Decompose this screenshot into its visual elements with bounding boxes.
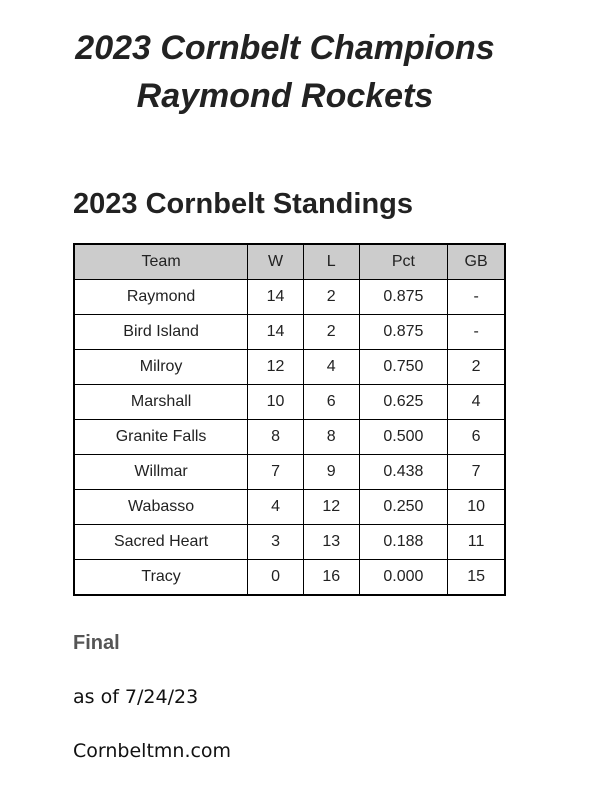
pct-cell: 0.875: [359, 280, 448, 315]
column-header-gb: GB: [448, 244, 505, 280]
losses-cell: 9: [303, 455, 359, 490]
losses-cell: 13: [303, 525, 359, 560]
gb-cell: 2: [448, 350, 505, 385]
gb-cell: 7: [448, 455, 505, 490]
column-header-team: Team: [74, 244, 248, 280]
team-cell: Sacred Heart: [74, 525, 248, 560]
losses-cell: 6: [303, 385, 359, 420]
wins-cell: 10: [248, 385, 304, 420]
table-row: [74, 315, 505, 350]
team-cell: Marshall: [74, 385, 248, 420]
pct-cell: 0.000: [359, 560, 448, 596]
gb-cell: -: [448, 315, 505, 350]
losses-cell: 12: [303, 490, 359, 525]
site-name: Cornbeltmn.com: [73, 740, 232, 762]
table-header-row: [74, 244, 505, 280]
gb-cell: 6: [448, 420, 505, 455]
gb-cell: 10: [448, 490, 505, 525]
losses-cell: 2: [303, 280, 359, 315]
pct-cell: 0.250: [359, 490, 448, 525]
pct-cell: 0.500: [359, 420, 448, 455]
team-cell: Raymond: [74, 280, 248, 315]
gb-cell: 15: [448, 560, 505, 596]
wins-cell: 8: [248, 420, 304, 455]
column-header-losses: L: [303, 244, 359, 280]
table-row: [74, 280, 505, 315]
wins-cell: 3: [248, 525, 304, 560]
gb-cell: 11: [448, 525, 505, 560]
losses-cell: 4: [303, 350, 359, 385]
wins-cell: 7: [248, 455, 304, 490]
pct-cell: 0.875: [359, 315, 448, 350]
status-label: Final: [73, 632, 120, 654]
headline: [0, 24, 570, 120]
table-row: [74, 525, 505, 560]
headline-champions: 2023 Cornbelt Champions: [75, 29, 495, 67]
team-cell: Tracy: [74, 560, 248, 596]
table-row: [74, 350, 505, 385]
wins-cell: 14: [248, 280, 304, 315]
table-row: [74, 560, 505, 596]
table-row: [74, 385, 505, 420]
wins-cell: 12: [248, 350, 304, 385]
table-row: [74, 420, 505, 455]
column-header-wins: W: [248, 244, 304, 280]
losses-cell: 2: [303, 315, 359, 350]
wins-cell: 0: [248, 560, 304, 596]
table-row: [74, 490, 505, 525]
standings-title: 2023 Cornbelt Standings: [73, 188, 414, 220]
team-cell: Willmar: [74, 455, 248, 490]
pct-cell: 0.625: [359, 385, 448, 420]
team-cell: Bird Island: [74, 315, 248, 350]
wins-cell: 4: [248, 490, 304, 525]
team-cell: Wabasso: [74, 490, 248, 525]
gb-cell: 4: [448, 385, 505, 420]
team-cell: Granite Falls: [74, 420, 248, 455]
losses-cell: 8: [303, 420, 359, 455]
standings-table: [73, 243, 506, 596]
wins-cell: 14: [248, 315, 304, 350]
gb-cell: -: [448, 280, 505, 315]
team-cell: Milroy: [74, 350, 248, 385]
pct-cell: 0.438: [359, 455, 448, 490]
table-row: [74, 455, 505, 490]
pct-cell: 0.750: [359, 350, 448, 385]
headline-team: Raymond Rockets: [136, 77, 434, 115]
losses-cell: 16: [303, 560, 359, 596]
as-of-date: as of 7/24/23: [73, 686, 199, 708]
column-header-pct: Pct: [359, 244, 448, 280]
pct-cell: 0.188: [359, 525, 448, 560]
